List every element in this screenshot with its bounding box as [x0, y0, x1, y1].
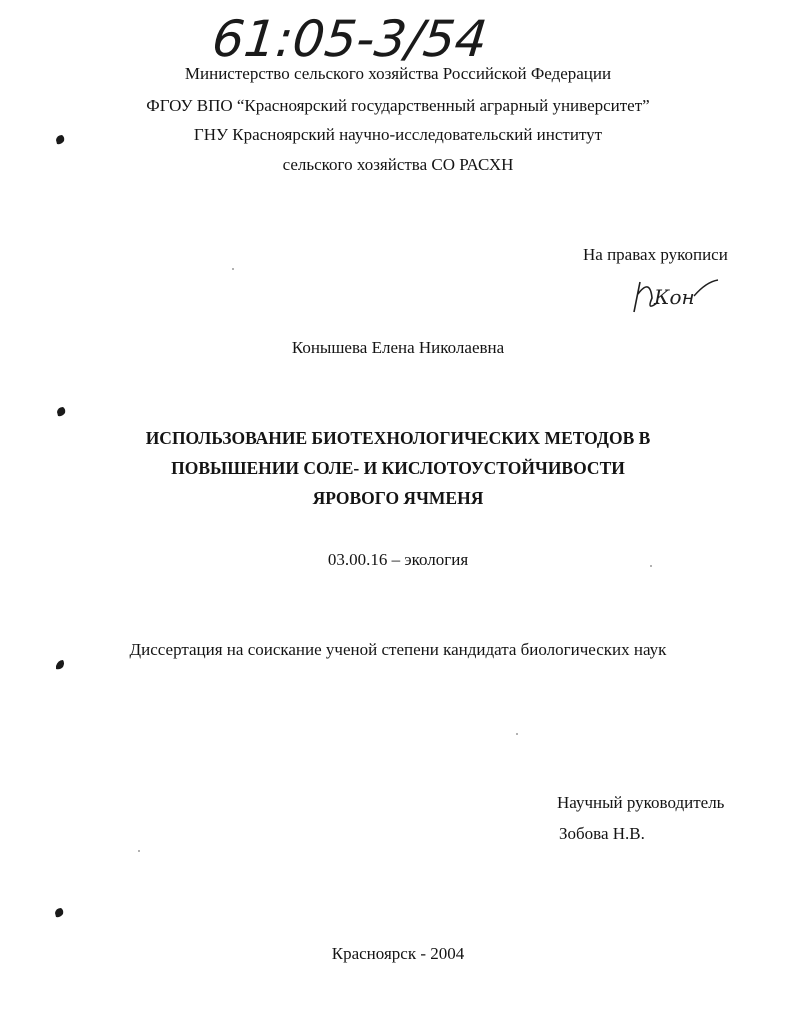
specialty-code: 03.00.16 – экология	[327, 550, 469, 569]
punch-hole-mark	[55, 134, 65, 146]
supervisor-name: Зобова Н.В.	[559, 824, 645, 843]
archive-stamp	[209, 6, 491, 70]
scan-speck	[232, 268, 234, 270]
author-name: Конышева Елена Николаевна	[291, 338, 505, 357]
ministry-line: Министерство сельского хозяйства Российской Федерации	[184, 64, 612, 83]
punch-hole-mark	[55, 659, 65, 671]
punch-hole-mark	[56, 406, 66, 418]
university-line: ФГОУ ВПО “Красноярский государственный аграрный университет”	[146, 96, 650, 115]
degree-statement: Диссертация на соискание ученой степени кандидата биологических наук	[129, 640, 667, 659]
institute-line-continued: сельского хозяйства СО РАСХН	[282, 155, 514, 174]
supervisor-label: Научный руководитель	[557, 793, 725, 812]
manuscript-note: На правах рукописи	[583, 245, 728, 264]
author-signature	[628, 272, 724, 318]
punch-hole-mark	[54, 907, 64, 919]
institute-line: ГНУ Красноярский научно-исследовательский институт	[193, 125, 603, 144]
signature-text: Кон	[654, 285, 695, 309]
archive-stamp-text: 61:05-3/54	[209, 9, 491, 68]
scan-speck	[138, 850, 140, 852]
thesis-title-line-2: ПОВЫШЕНИИ СОЛЕ- И КИСЛОТОУСТОЙЧИВОСТИ	[171, 458, 625, 478]
city-year: Красноярск - 2004	[331, 944, 465, 963]
scan-speck	[650, 565, 652, 567]
scan-speck	[516, 733, 518, 735]
thesis-title-line-1: ИСПОЛЬЗОВАНИЕ БИОТЕХНОЛОГИЧЕСКИХ МЕТОДОВ В	[145, 428, 651, 448]
thesis-title-line-3: ЯРОВОГО ЯЧМЕНЯ	[312, 488, 484, 508]
